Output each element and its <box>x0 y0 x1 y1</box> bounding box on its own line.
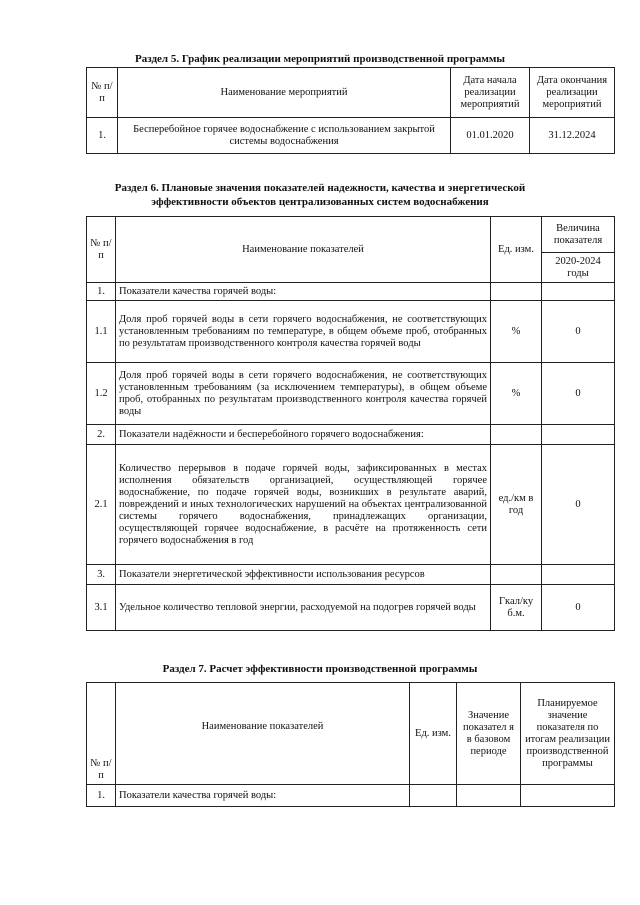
s6-row-value: 0 <box>542 363 615 425</box>
s6-row-unit: Гкал/ку б.м. <box>491 585 542 631</box>
s6-row-value <box>542 565 615 585</box>
s6-row-num: 2. <box>87 425 116 445</box>
s6-row-value: 0 <box>542 445 615 565</box>
s7-header-planned: Планируемое значение показателя по итогам реализации производственной программы <box>521 683 615 785</box>
s7-row-planned <box>521 785 615 807</box>
s6-row-value: 0 <box>542 301 615 363</box>
s6-header-period: 2020-2024 годы <box>542 253 615 283</box>
s6-row-name: Количество перерывов в подаче горячей воды, зафиксированных в местах исполнения обязательств организацией, осуществляющей горячее водоснабжение, по подаче горячей воды, возникших в результате аварий, повреждений и иных технологических нарушений на объектах централизованной системы горячего водоснабжения, принадлежащих организации, осуществляющей горячее водоснабжение, в расчёте на протяженность сети горячего водоснабжения в год <box>116 445 491 565</box>
s6-header-name: Наименование показателей <box>116 217 491 283</box>
s5-row1-end: 31.12.2024 <box>530 118 615 154</box>
table-row <box>87 301 615 363</box>
s6-row-value <box>542 425 615 445</box>
s7-header-unit: Ед. изм. <box>410 683 457 785</box>
s6-row-num: 3. <box>87 565 116 585</box>
s6-row-num: 1.2 <box>87 363 116 425</box>
section6-title-line2: эффективности объектов централизованных систем водоснабжения <box>151 196 489 208</box>
section7-table <box>86 682 615 807</box>
s7-row-base <box>457 785 521 807</box>
s6-row-unit <box>491 283 542 301</box>
section5-title: Раздел 5. График реализации мероприятий производственной программы <box>135 53 505 65</box>
s6-row-unit: % <box>491 301 542 363</box>
table-row <box>87 445 615 565</box>
s6-row-value <box>542 283 615 301</box>
table-row <box>87 283 615 301</box>
section6-title <box>0 181 640 209</box>
table-row <box>87 785 615 807</box>
table-row <box>87 585 615 631</box>
s6-row-value: 0 <box>542 585 615 631</box>
s5-row1-name: Бесперебойное горячее водоснабжение с использованием закрытой системы водоснабжения <box>118 118 451 154</box>
s5-header-end: Дата окончания реализации мероприятий <box>530 68 615 118</box>
section6-table <box>86 216 615 631</box>
s6-row-name: Показатели энергетической эффективности использования ресурсов <box>116 565 491 585</box>
s7-row-name: Показатели качества горячей воды: <box>116 785 410 807</box>
s5-header-start: Дата начала реализации мероприятий <box>451 68 530 118</box>
s5-header-num: № п/п <box>87 68 118 118</box>
s5-header-name: Наименование мероприятий <box>118 68 451 118</box>
s6-row-num: 2.1 <box>87 445 116 565</box>
section5-header-row <box>87 68 615 118</box>
s6-row-num: 1. <box>87 283 116 301</box>
s6-row-unit: % <box>491 363 542 425</box>
s6-row-name: Доля проб горячей воды в сети горячего водоснабжения, не соответствующих установленным требованиям (за исключением температуры), в общем объеме проб, отобранных по результатам производственного контроля качества горячей воды <box>116 363 491 425</box>
section5-table <box>86 67 615 154</box>
s7-row-num: 1. <box>87 785 116 807</box>
s6-row-unit: ед./км в год <box>491 445 542 565</box>
s6-header-num: № п/ п <box>87 217 116 283</box>
s6-row-num: 3.1 <box>87 585 116 631</box>
s6-row-unit <box>491 425 542 445</box>
s6-row-num: 1.1 <box>87 301 116 363</box>
s6-row-name: Показатели качества горячей воды: <box>116 283 491 301</box>
s6-row-name: Удельное количество тепловой энергии, расходуемой на подогрев горячей воды <box>116 585 491 631</box>
table-row <box>87 363 615 425</box>
s6-header-unit: Ед. изм. <box>491 217 542 283</box>
section7-header-row <box>87 683 615 785</box>
s6-row-name: Показатели надёжности и бесперебойного горячего водоснабжения: <box>116 425 491 445</box>
table-row <box>87 565 615 585</box>
s7-row-unit <box>410 785 457 807</box>
s6-row-name: Доля проб горячей воды в сети горячего водоснабжения, не соответствующих установленным требованиям по температуре, в общем объеме проб, отобранных по результатам производственного контроля качества горячей воды <box>116 301 491 363</box>
table-row <box>87 425 615 445</box>
table-row <box>87 118 615 154</box>
section7-title: Раздел 7. Расчет эффективности производственной программы <box>162 663 478 675</box>
s5-row1-num: 1. <box>87 118 118 154</box>
s6-row-unit <box>491 565 542 585</box>
s7-header-name: Наименование показателей <box>116 683 410 785</box>
section6-header-row <box>87 217 615 253</box>
s6-header-value: Величина показателя <box>542 217 615 253</box>
s7-header-num: № п/п <box>87 683 116 785</box>
s7-header-base: Значение показател я в базовом периоде <box>457 683 521 785</box>
s5-row1-start: 01.01.2020 <box>451 118 530 154</box>
section6-title-line1: Раздел 6. Плановые значения показателей надежности, качества и энергетической <box>114 182 526 194</box>
